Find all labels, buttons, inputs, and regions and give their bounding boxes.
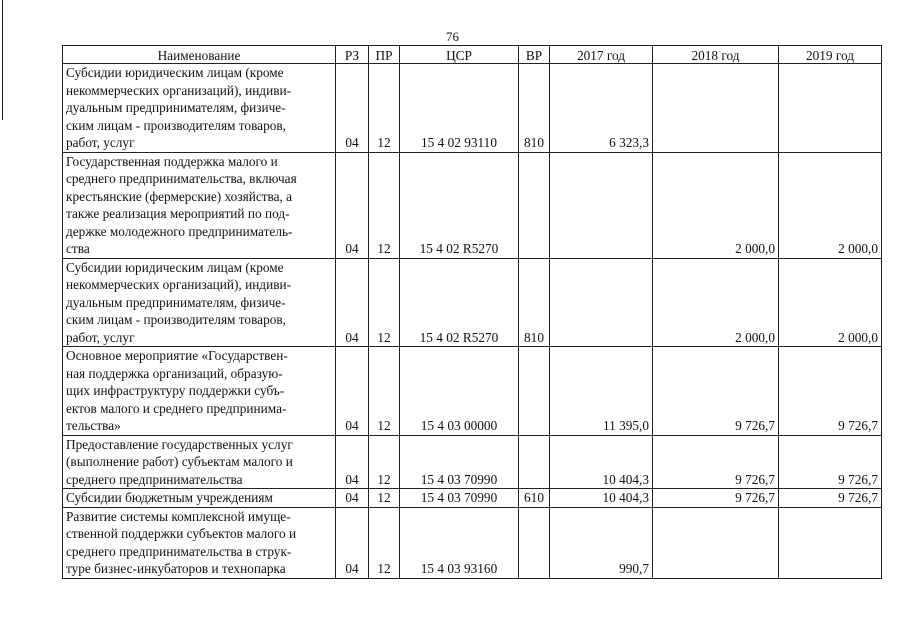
name-line: дуальным предпринимателям, физиче-	[66, 100, 286, 115]
cell-vr	[519, 435, 550, 489]
header-2019: 2019 год	[779, 46, 882, 64]
name-line: ектов малого и среднего предпринима-	[66, 400, 287, 416]
cell-csr: 15 4 03 93160	[400, 507, 519, 578]
cell-pr: 12	[369, 435, 400, 489]
cell-vr: 610	[519, 489, 550, 508]
cell-2017: 990,7	[550, 507, 653, 578]
cell-vr: 810	[519, 258, 550, 347]
cell-rz: 04	[336, 489, 369, 508]
cell-vr	[519, 347, 550, 436]
cell-vr	[519, 507, 550, 578]
cell-csr: 15 4 03 70990	[400, 435, 519, 489]
cell-name	[63, 64, 336, 153]
cell-name	[63, 489, 336, 508]
cell-2017: 10 404,3	[550, 435, 653, 489]
name-line: Основное мероприятие «Государствен-	[66, 348, 288, 363]
header-row	[63, 46, 882, 64]
name-line: Предоставление государственных услуг	[66, 436, 293, 452]
name-line: ная поддержка организаций, образую-	[66, 365, 283, 381]
cell-vr	[519, 152, 550, 258]
table-row	[63, 489, 882, 508]
cell-pr: 12	[369, 152, 400, 258]
cell-2019: 9 726,7	[779, 347, 882, 436]
cell-2019: 2 000,0	[779, 152, 882, 258]
page-number: 76	[446, 29, 459, 44]
cell-rz: 04	[336, 258, 369, 347]
cell-2018: 9 726,7	[653, 347, 779, 436]
cell-2018: 2 000,0	[653, 258, 779, 347]
cell-rz: 04	[336, 64, 369, 153]
cell-2017: 11 395,0	[550, 347, 653, 436]
name-line: работ, услуг	[66, 135, 135, 150]
cell-pr: 12	[369, 507, 400, 578]
header-2018: 2018 год	[653, 46, 779, 64]
table-row	[63, 64, 882, 153]
table-row	[63, 258, 882, 347]
cell-2017	[550, 152, 653, 258]
cell-2018: 2 000,0	[653, 152, 779, 258]
cell-csr: 15 4 02 R5270	[400, 152, 519, 258]
name-line: тельства»	[66, 418, 121, 433]
header-csr: ЦСР	[400, 46, 519, 64]
name-line: ственной поддержки субъектов малого и	[66, 526, 297, 541]
cell-pr: 12	[369, 347, 400, 436]
left-margin-rule	[2, 0, 3, 120]
name-line: Государственная поддержка малого и	[66, 153, 278, 169]
name-line: некоммерческих организаций), индиви-	[66, 277, 292, 292]
cell-name	[63, 347, 336, 436]
cell-2019	[779, 64, 882, 153]
cell-pr: 12	[369, 258, 400, 347]
cell-2018: 9 726,7	[653, 489, 779, 508]
table-row	[63, 435, 882, 489]
cell-csr: 15 4 03 00000	[400, 347, 519, 436]
cell-name	[63, 258, 336, 347]
header-pr: ПР	[369, 46, 400, 64]
name-line: некоммерческих организаций), индиви-	[66, 82, 292, 98]
name-line: ским лицам - производителям товаров,	[66, 312, 286, 327]
name-line: туре бизнес-инкубаторов и технопарка	[66, 561, 286, 576]
table-row	[63, 347, 882, 436]
cell-vr: 810	[519, 64, 550, 153]
header-name: Наименование	[63, 46, 336, 64]
name-line: Субсидии юридическим лицам (кроме	[66, 65, 284, 80]
header-vr: ВР	[519, 46, 550, 64]
table-row	[63, 152, 882, 258]
cell-rz: 04	[336, 347, 369, 436]
cell-csr: 15 4 02 93110	[400, 64, 519, 153]
cell-2019: 2 000,0	[779, 258, 882, 347]
cell-csr: 15 4 03 70990	[400, 489, 519, 508]
name-line: Субсидии бюджетным учреждениям	[66, 490, 273, 505]
cell-2017: 6 323,3	[550, 64, 653, 153]
cell-2018	[653, 507, 779, 578]
cell-2019: 9 726,7	[779, 489, 882, 508]
cell-rz: 04	[336, 152, 369, 258]
cell-name	[63, 507, 336, 578]
cell-2017	[550, 258, 653, 347]
cell-rz: 04	[336, 435, 369, 489]
budget-table	[62, 45, 882, 579]
name-line: (выполнение работ) субъектам малого и	[66, 454, 293, 469]
cell-2017: 10 404,3	[550, 489, 653, 508]
name-line: работ, услуг	[66, 329, 135, 345]
cell-name	[63, 152, 336, 258]
cell-pr: 12	[369, 489, 400, 508]
header-2017: 2017 год	[550, 46, 653, 64]
cell-2019: 9 726,7	[779, 435, 882, 489]
table-row	[63, 507, 882, 578]
name-line: среднего предпринимательства в струк-	[66, 543, 292, 559]
cell-csr: 15 4 02 R5270	[400, 258, 519, 347]
cell-name	[63, 435, 336, 489]
name-line: среднего предпринимательства, включая	[66, 171, 297, 186]
name-line: также реализация мероприятий по под-	[66, 206, 290, 221]
name-line: ства	[66, 241, 90, 256]
cell-2018	[653, 64, 779, 153]
cell-2019	[779, 507, 882, 578]
name-line: Развитие системы комплексной имуще-	[66, 508, 291, 524]
name-line: Субсидии юридическим лицам (кроме	[66, 259, 284, 275]
name-line: щих инфраструктуру поддержки субъ-	[66, 383, 285, 398]
name-line: ским лицам - производителям товаров,	[66, 117, 286, 133]
cell-pr: 12	[369, 64, 400, 153]
cell-rz: 04	[336, 507, 369, 578]
name-line: среднего предпринимательства	[66, 471, 243, 487]
name-line: держке молодежного предприниматель-	[66, 223, 293, 239]
cell-2018: 9 726,7	[653, 435, 779, 489]
name-line: крестьянские (фермерские) хозяйства, а	[66, 188, 293, 204]
header-rz: РЗ	[336, 46, 369, 64]
name-line: дуальным предпринимателям, физиче-	[66, 294, 286, 310]
